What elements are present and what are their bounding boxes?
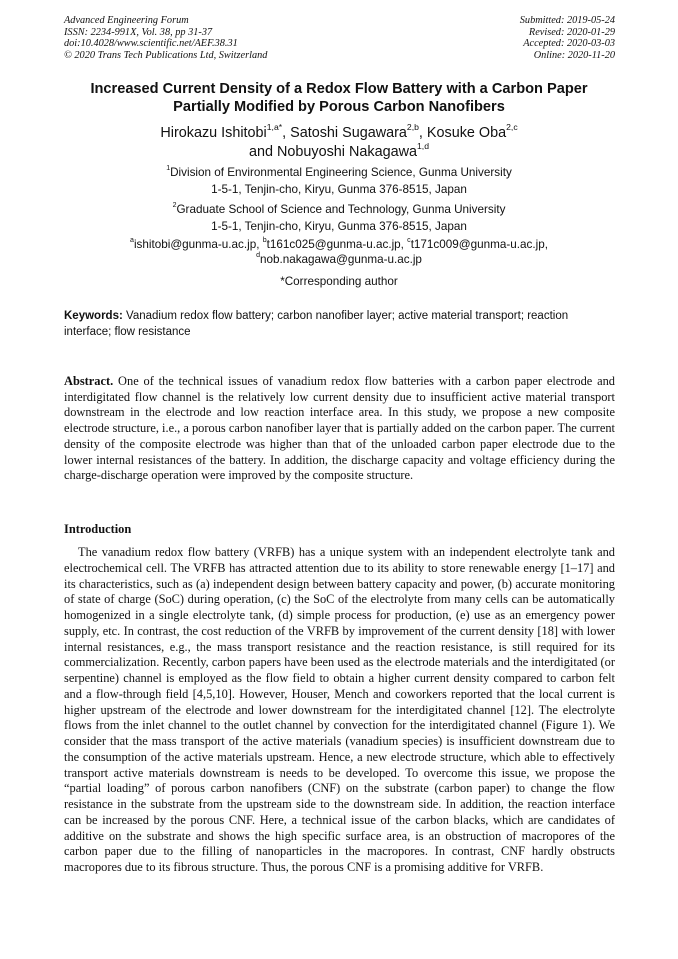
affiliation-1 xyxy=(40,165,638,198)
keywords-text: Vanadium redox flow battery; carbon nanofiber layer; active material transport; reaction interface; flow resistance xyxy=(64,310,569,339)
author-list xyxy=(40,124,638,161)
authors-line-1: Hirokazu Ishitobi$^{1,a*}$, Satoshi Sugawara$^{2,b}$, Kosuke Oba$^{2,c}$ xyxy=(160,122,518,141)
title-line-2: Partially Modified by Porous Carbon Nanofibers xyxy=(173,99,505,115)
journal-info xyxy=(64,15,267,62)
author-name: Kosuke Oba xyxy=(426,125,507,141)
authors-line-2 xyxy=(40,140,638,162)
section-heading-introduction: Introduction xyxy=(64,522,132,536)
abstract xyxy=(64,374,615,484)
copyright: © 2020 Trans Tech Publications Ltd, Switzerland xyxy=(64,50,268,62)
revised-date: Revised: 2020-01-29 xyxy=(528,26,615,38)
affiliation-1-address: 1-5-1, Tenjin-cho, Kiryu, Gunma 376-8515, Japan xyxy=(211,182,467,196)
abstract-text: One of the technical issues of vanadium redox flow batteries with a carbon paper electrode and interdigitated flow channel is the relatively low current density due to insufficient active material transport downstream in the electrode and low reaction interface area. In this study, we propose a new composite electrode structure, i.e., a porous carbon nanofiber layer that is partially added on the carbon paper. The current density of the composite electrode was higher than that of the unloaded carbon paper electrode due to the lower internal resistances of the battery. In addition, the discharge capacity and voltage efficiency during the charge-discharge operation were improved by the composite structure. xyxy=(64,374,615,483)
email-link[interactable]: t161c025@gunma-u.ac.jp, xyxy=(266,238,404,251)
email-superscript: c xyxy=(407,237,411,245)
author-superscript: 1,a* xyxy=(266,122,283,133)
affiliation-superscript: 2 xyxy=(172,202,177,210)
email-superscript: a xyxy=(130,237,134,245)
corresponding-author-note: *Corresponding author xyxy=(280,275,398,288)
affiliation-2-address: 1-5-1, Tenjin-cho, Kiryu, Gunma 376-8515, Japan xyxy=(211,219,467,233)
affiliation-2-name-text: Graduate School of Science and Technology, Gunma University xyxy=(176,203,506,216)
author-name: Hirokazu Ishitobi xyxy=(160,125,267,141)
author-name: Satoshi Sugawara xyxy=(290,125,407,141)
paper-title xyxy=(40,80,638,116)
doi: doi:10.4028/www.scientific.net/AEF.38.31 xyxy=(64,38,238,50)
email-link[interactable]: nob.nakagawa@gunma-u.ac.jp xyxy=(259,252,422,266)
author-superscript: 2,c xyxy=(506,122,518,133)
email-link[interactable]: ishitobi@gunma-u.ac.jp, xyxy=(133,238,260,251)
affiliation-2 xyxy=(40,202,638,235)
author-superscript: 2,b xyxy=(406,122,419,133)
affiliation-1-name-text: Division of Environmental Engineering Science, Gunma University xyxy=(170,166,512,179)
affiliation-2-name xyxy=(40,202,638,219)
introduction-paragraph: The vanadium redox flow battery (VRFB) has a unique system with an independent electrolyte tank and electrochemical cell. The VRFB has attracted attention due to its ability to store renewable energy [1–17] and its characteristics, such as (a) independent design between battery capacity and power, (b) accurate monitoring of state of charge (SoC) during operation, (c) the SoC of the electrolyte from many cells can be automatically homogenized in a single electrolyte tank, (d) simple process for production, (e) use as an emergency power supply, etc. In contrast, the cost reduction of the VRFB by improvement of the current density [18] with lower internal resistances, e.g., the mass transport resistance and the reaction resistance, is still required for its commercialization. Recently, carbon papers have been used as the electrode materials and the interdigitated (or serpentine) channel is employed as the flow field to obtain a higher current density compared to carbon felt and a flow-through field [4,5,10]. However, Houser, Mench and coworkers reported that the local current is higher upstream of the electrode and lower downstream for the interdigitated channel [12]. The electrolyte flows from the inlet channel to the outlet channel by convection for the interdigitated channel (Figure 1). We consider that the mass transport of the active materials (vanadium species) is insufficient downstream due to the consumption of the active materials upstream. Hence, a new electrode structure, which able to effectively transport active materials downstream is needs to be developed. To overcome this issue, we propose the “partial loading” of porous carbon nanofibers (CNF) on the substrate (carbon paper) to change the flow resistance in the substrate from the upstream side to the downstream side. In addition, the reaction interface can be increased by the porous CNF. Here, a technical issue of the carbon blacks, which are candidates of additive on the substrate and shows the high specific surface area, is an obstruction of macropores of the carbon paper due to the filling of nanoparticles in the macropores. In contrast, CNF hardly obstructs macropores due to its fibrous structure. Thus, the porous CNF is a promising additive for VRFB. xyxy=(64,545,615,874)
keywords xyxy=(64,308,615,341)
online-date: Online: 2020-11-20 xyxy=(533,50,615,62)
emails-line-2 xyxy=(40,253,638,268)
email-superscript: b xyxy=(262,237,267,245)
author-superscript: 1,d xyxy=(417,140,429,151)
affiliation-superscript: 1 xyxy=(166,165,171,173)
journal-name: Advanced Engineering Forum xyxy=(64,15,189,26)
abstract-label: Abstract. xyxy=(64,374,114,388)
emails-line-1 xyxy=(40,238,638,253)
email-link[interactable]: t171c009@gunma-u.ac.jp, xyxy=(410,238,548,251)
publication-dates xyxy=(520,15,615,62)
keywords-label: Keywords: xyxy=(64,310,123,322)
affiliation-1-name xyxy=(40,165,638,182)
title-line-1: Increased Current Density of a Redox Flow Battery with a Carbon Paper xyxy=(90,81,588,97)
author-conjunction: and xyxy=(248,143,273,160)
author-name: Nobuyoshi Nakagawa xyxy=(277,143,417,160)
email-superscript: d xyxy=(256,251,260,259)
submitted-date: Submitted: 2019-05-24 xyxy=(519,15,615,26)
email-list xyxy=(40,238,638,267)
issn: ISSN: 2234-991X, Vol. 38, pp 31-37 xyxy=(64,26,213,38)
accepted-date: Accepted: 2020-03-03 xyxy=(523,38,615,50)
